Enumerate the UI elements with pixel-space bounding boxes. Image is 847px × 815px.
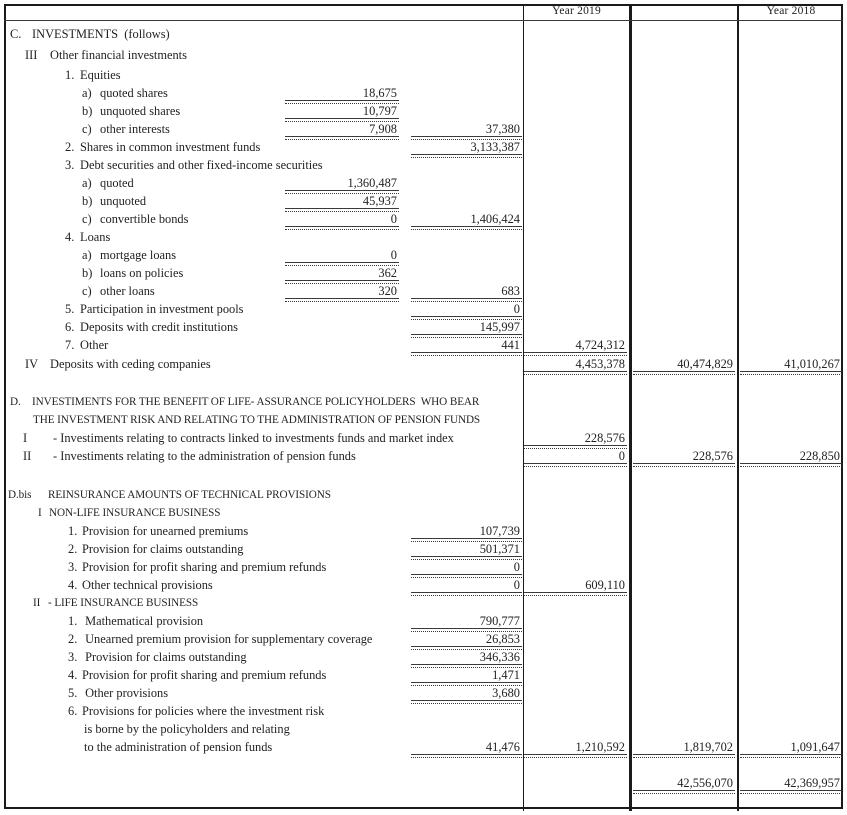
table-row	[0, 337, 847, 355]
table-row	[0, 649, 847, 667]
row-marker: c)	[82, 212, 92, 226]
table-row	[0, 412, 847, 430]
value-year2019: 228,576	[524, 431, 627, 446]
row-label: Deposits with credit institutions	[80, 320, 238, 334]
value-subcol-1: 0	[285, 212, 399, 227]
table-row	[0, 211, 847, 229]
row-label: Loans	[80, 230, 111, 244]
value-subcol-2: 501,371	[411, 542, 522, 557]
row-label: mortgage loans	[100, 248, 177, 262]
row-marker: b)	[82, 266, 93, 280]
row-label: Equities	[80, 68, 121, 82]
value-subcol-2: 0	[411, 302, 522, 317]
value-subcol-2: 37,380	[411, 122, 522, 137]
row-label: Unearned premium provision for supplementary coverage	[82, 632, 373, 646]
table-row	[0, 44, 847, 65]
table-row	[0, 613, 847, 631]
row-marker: b)	[82, 104, 93, 118]
row-marker: 3.	[68, 560, 78, 574]
row-marker: 6.	[65, 320, 75, 334]
row-label: Provision for claims outstanding	[82, 650, 247, 664]
value-subcol-2: 107,739	[411, 524, 522, 539]
value-subcol-2: 0	[411, 578, 522, 593]
table-row	[0, 319, 847, 337]
row-marker: c)	[82, 284, 92, 298]
value-year2018: 228,850	[740, 449, 842, 464]
value-subcol-2: 41,476	[411, 740, 522, 755]
table-row	[0, 559, 847, 577]
table-row	[0, 247, 847, 265]
row-label: Debt securities and other fixed-income securities	[80, 158, 323, 172]
table-row	[0, 523, 847, 541]
row-label: convertible bonds	[100, 212, 189, 226]
table-row	[0, 193, 847, 211]
row-marker: 1.	[68, 524, 78, 538]
value-subcol-2: 790,777	[411, 614, 522, 629]
row-label: INVESTMENTS (follows)	[32, 27, 170, 41]
table-row	[0, 175, 847, 193]
value-subcol-1: 10,797	[285, 104, 399, 119]
row-marker: D.	[10, 396, 21, 408]
row-label: - Investiments relating to the administration of pension funds	[53, 449, 356, 463]
row-label: Provision for claims outstanding	[82, 542, 244, 556]
row-label: loans on policies	[100, 266, 184, 280]
row-label: Deposits with ceding companies	[50, 357, 211, 371]
table-row	[0, 121, 847, 139]
row-label: unquoted	[100, 194, 147, 208]
table-row	[0, 22, 847, 44]
row-label: quoted shares	[100, 86, 168, 100]
value-subcol-1: 18,675	[285, 86, 399, 101]
table-row	[0, 430, 847, 448]
row-label: Provision for profit sharing and premium refunds	[82, 560, 327, 574]
table-row	[0, 667, 847, 685]
value-year2019: 4,724,312	[524, 338, 627, 353]
row-label: NON-LIFE INSURANCE BUSINESS	[49, 507, 221, 519]
row-marker: 4.	[68, 578, 78, 592]
row-label: - Investiments relating to contracts linked to investments funds and market index	[53, 431, 454, 445]
table-row	[0, 577, 847, 595]
row-marker: 2.	[68, 542, 78, 556]
value-middle: 228,576	[633, 449, 735, 464]
row-label: Participation in investment pools	[80, 302, 244, 316]
row-marker: I	[23, 431, 28, 445]
row-label: Provision for unearned premiums	[82, 524, 249, 538]
row-marker: I	[38, 507, 42, 519]
table-row	[0, 541, 847, 559]
row-label: Mathematical provision	[82, 614, 204, 628]
year-2019-header: Year 2019	[552, 5, 601, 17]
value-subcol-1: 362	[285, 266, 399, 281]
table-row	[0, 448, 847, 466]
value-subcol-2: 1,471	[411, 668, 522, 683]
row-marker: 7.	[65, 338, 75, 352]
value-year2019: 609,110	[524, 578, 627, 593]
row-marker: a)	[82, 176, 92, 190]
table-row	[0, 103, 847, 121]
table-row	[0, 85, 847, 103]
value-middle: 42,556,070	[633, 776, 735, 791]
table-row	[0, 685, 847, 703]
row-marker: 1.	[65, 68, 75, 82]
value-subcol-1: 0	[285, 248, 399, 263]
value-middle: 40,474,829	[633, 357, 735, 372]
row-label: Other technical provisions	[82, 578, 213, 592]
table-row	[0, 283, 847, 301]
table-row	[0, 301, 847, 319]
row-label: - LIFE INSURANCE BUSINESS	[48, 597, 199, 609]
row-label: quoted	[100, 176, 134, 190]
value-subcol-2: 3,133,387	[411, 140, 522, 155]
year-2018-header: Year 2018	[766, 5, 816, 17]
row-marker: 5.	[65, 302, 75, 316]
value-subcol-2: 145,997	[411, 320, 522, 335]
value-subcol-1: 7,908	[285, 122, 399, 137]
table-row	[0, 139, 847, 157]
table-row	[0, 265, 847, 283]
value-subcol-2: 1,406,424	[411, 212, 522, 227]
table-row	[0, 631, 847, 649]
row-marker: 1.	[68, 614, 78, 628]
value-subcol-2: 683	[411, 284, 522, 299]
table-row	[0, 595, 847, 613]
value-subcol-1: 320	[285, 284, 399, 299]
table-row	[0, 394, 847, 412]
value-middle: 1,819,702	[633, 740, 735, 755]
row-marker: III	[25, 48, 38, 62]
table-row	[0, 229, 847, 247]
table-row	[0, 65, 847, 85]
value-subcol-2: 26,853	[411, 632, 522, 647]
row-marker: a)	[82, 86, 92, 100]
row-marker: 4.	[68, 668, 78, 682]
value-year2018: 1,091,647	[740, 740, 842, 755]
value-subcol-2: 441	[411, 338, 522, 353]
header-rule	[4, 20, 843, 21]
table-row	[0, 703, 847, 721]
row-label: other interests	[100, 122, 170, 136]
table-row	[0, 721, 847, 739]
table-row	[0, 487, 847, 505]
row-label: THE INVESTMENT RISK AND RELATING TO THE ADMINISTRATION OF PENSION FUNDS	[33, 414, 481, 426]
row-marker: II	[33, 597, 41, 609]
row-label: Other financial investments	[50, 48, 187, 62]
table-row	[0, 157, 847, 175]
row-marker: 3.	[68, 650, 78, 664]
row-marker: c)	[82, 122, 92, 136]
table-row	[0, 355, 847, 374]
value-year2018: 42,369,957	[740, 776, 842, 791]
row-label: INVESTIMENTS FOR THE BENEFIT OF LIFE- ASSURANCE POLICYHOLDERS WHO BEAR	[32, 396, 480, 408]
table-row	[0, 505, 847, 523]
row-label: other loans	[100, 284, 155, 298]
value-subcol-2: 346,336	[411, 650, 522, 665]
row-marker: C.	[10, 27, 22, 41]
value-year2019: 4,453,378	[524, 357, 627, 372]
row-label: REINSURANCE AMOUNTS OF TECHNICAL PROVISIONS	[48, 489, 331, 501]
value-year2019: 1,210,592	[524, 740, 627, 755]
value-year2019: 0	[524, 449, 627, 464]
row-marker: 6.	[68, 704, 78, 718]
value-year2018: 41,010,267	[740, 357, 842, 372]
row-marker: D.bis	[8, 489, 32, 501]
row-marker: 2.	[68, 632, 78, 646]
grand-total-row	[0, 775, 847, 793]
row-marker: II	[23, 449, 32, 463]
row-marker: 5.	[68, 686, 78, 700]
value-subcol-1: 45,937	[285, 194, 399, 209]
row-label: to the administration of pension funds	[84, 740, 273, 754]
row-label: Other	[80, 338, 109, 352]
value-subcol-2: 3,680	[411, 686, 522, 701]
row-marker: 2.	[65, 140, 75, 154]
row-marker: 4.	[65, 230, 75, 244]
row-marker: IV	[25, 357, 39, 371]
row-marker: 3.	[65, 158, 75, 172]
value-subcol-2: 0	[411, 560, 522, 575]
row-label: Provision for profit sharing and premium refunds	[82, 668, 327, 682]
row-label: Provisions for policies where the investment risk	[82, 704, 325, 718]
row-label: Other provisions	[82, 686, 169, 700]
row-marker: b)	[82, 194, 93, 208]
row-label: Shares in common investment funds	[80, 140, 261, 154]
row-label: is borne by the policyholders and relating	[84, 722, 290, 736]
row-marker: a)	[82, 248, 92, 262]
row-label: unquoted shares	[100, 104, 181, 118]
value-subcol-1: 1,360,487	[285, 176, 399, 191]
table-row	[0, 739, 847, 757]
